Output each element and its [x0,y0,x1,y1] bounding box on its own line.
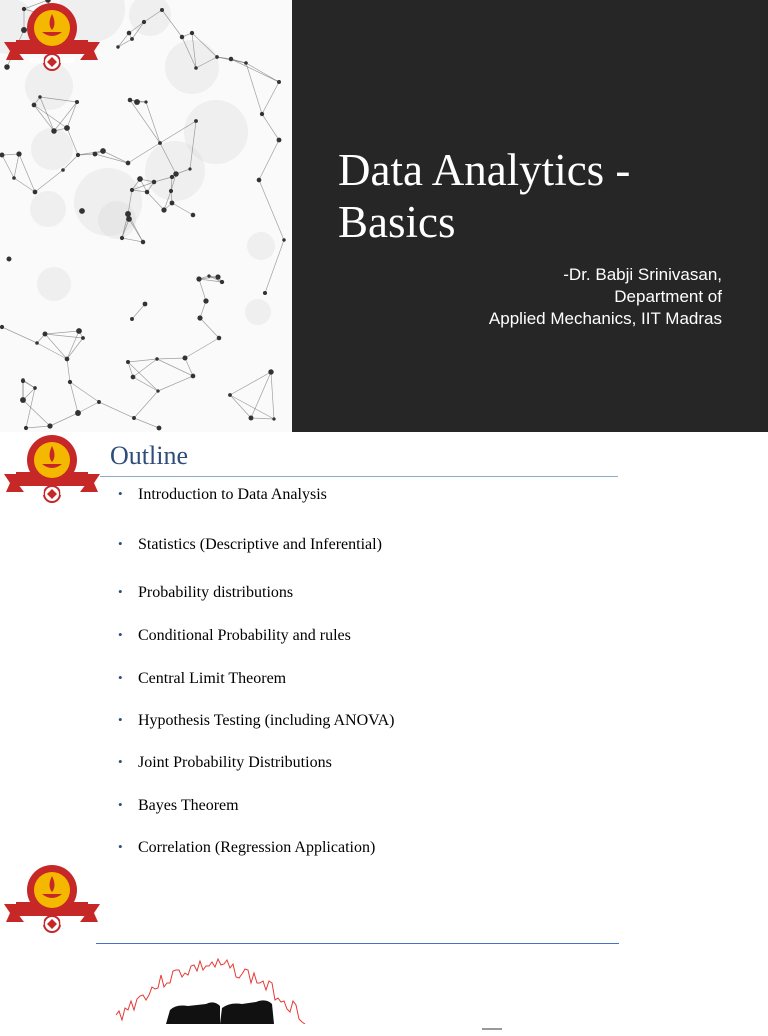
heading-divider [100,476,618,477]
outline-item: • Statistics (Descriptive and Inferential) [118,536,382,553]
title-line-2: Basics [338,197,456,247]
outline-item: • Conditional Probability and rules [118,627,351,644]
next-slide-partial [0,860,768,1024]
title-line-1: Data Analytics - [338,145,631,195]
outline-item: • Hypothesis Testing (including ANOVA) [118,712,395,729]
heading-divider [96,943,619,944]
partial-graphic [478,1018,508,1024]
outline-item: • Correlation (Regression Application) [118,839,376,856]
outline-item: • Joint Probability Distributions [118,754,332,771]
author-name: -Dr. Babji Srinivasan, [563,265,722,284]
iit-madras-logo [2,862,102,936]
iit-madras-logo [2,432,102,506]
outline-item: • Probability distributions [118,584,294,601]
department-line-2: Applied Mechanics, IIT Madras [488,309,722,328]
title-slide [0,0,768,432]
outline-item: • Bayes Theorem [118,797,239,814]
outline-item: • Introduction to Data Analysis [118,486,327,503]
iit-madras-logo [2,0,102,74]
presentation-title [338,144,738,248]
outline-heading: Outline [110,441,188,470]
department-line-1: Department of [614,287,722,306]
presenter-info [322,264,722,330]
bull-bear-market-image [96,948,356,1024]
outline-slide [0,432,768,856]
outline-item: • Central Limit Theorem [118,670,287,687]
